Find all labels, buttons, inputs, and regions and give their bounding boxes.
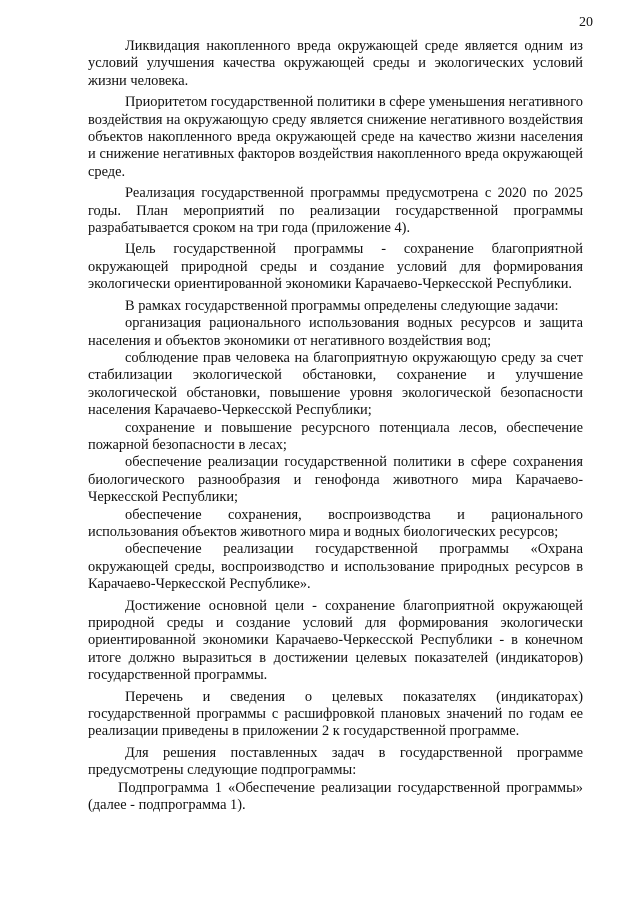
page-number: 20 (579, 15, 593, 30)
paragraph-program-timeline: Реализация государственной программы предусмотрена с 2020 по 2025 годы. План мероприятий по реализации государственной программы разрабатывается сроком на три года (приложение 4). (88, 185, 583, 237)
paragraph-program-goal: Цель государственной программы - сохранение благоприятной окружающей природной среды и создание условий для формирования экологически ориентированной экономики Карачаево-Черкесской Республики. (88, 241, 583, 293)
paragraph-policy-priority: Приоритетом государственной политики в сфере уменьшения негативного воздействия на окружающую среду является снижение негативного воздействия объектов накопленного вреда окружающей среде на качество жизни населения и снижение негативных факторов воздействия накопленного вреда окружающей среде. (88, 94, 583, 180)
paragraph-subprogram-1: Подпрограмма 1 «Обеспечение реализации государственной программы» (далее - подпрограмма 1). (88, 779, 583, 814)
document-body (88, 38, 583, 818)
paragraph-accumulated-harm: Ликвидация накопленного вреда окружающей среде является одним из условий улучшения качества окружающей среды и экологических условий жизни человека. (88, 38, 583, 89)
list-item-program-implementation: обеспечение реализации государственной программы «Охрана окружающей среды, воспроизводство и использование природных ресурсов в Карачаево-Черкесской Республике». (88, 541, 583, 593)
paragraph-target-indicators: Перечень и сведения о целевых показателях (индикаторах) государственной программы с расшифровкой плановых значений по годам ее реализации приведены в приложении 2 к государственной программе. (88, 688, 583, 740)
list-item-biodiversity: обеспечение реализации государственной политики в сфере сохранения биологического разнообразия и генофонда животного мира Карачаево-Черкесской Республики; (88, 454, 583, 506)
list-item-human-rights-environment: соблюдение прав человека на благоприятную окружающую среду за счет стабилизации экологической обстановки, сохранение и улучшение экологической обстановки, повышение уровня экологической безопасности населения Карачаево-Черкесской Республики; (88, 349, 583, 419)
list-item-forest-potential: сохранение и повышение ресурсного потенциала лесов, обеспечение пожарной безопасности в лесах; (88, 419, 583, 453)
list-item-water-resources: организация рационального использования водных ресурсов и защита населения и объектов экономики от негативного воздействия вод; (88, 315, 583, 349)
paragraph-subprograms-intro: Для решения поставленных задач в государственной программе предусмотрены следующие подпрограммы: (88, 744, 583, 779)
paragraph-tasks-intro: В рамках государственной программы определены следующие задачи: (125, 297, 559, 314)
list-item-wildlife-resources: обеспечение сохранения, воспроизводства и рационального использования объектов животного мира и водных биологических ресурсов; (88, 506, 583, 540)
paragraph-goal-achievement: Достижение основной цели - сохранение благоприятной окружающей природной среды и создание условий для формирования экологически ориентированной экономики Карачаево-Черкесской Республики - в конечном итоге должно выразиться в достижении целевых показателей (индикаторов) государственной программы. (88, 597, 583, 684)
